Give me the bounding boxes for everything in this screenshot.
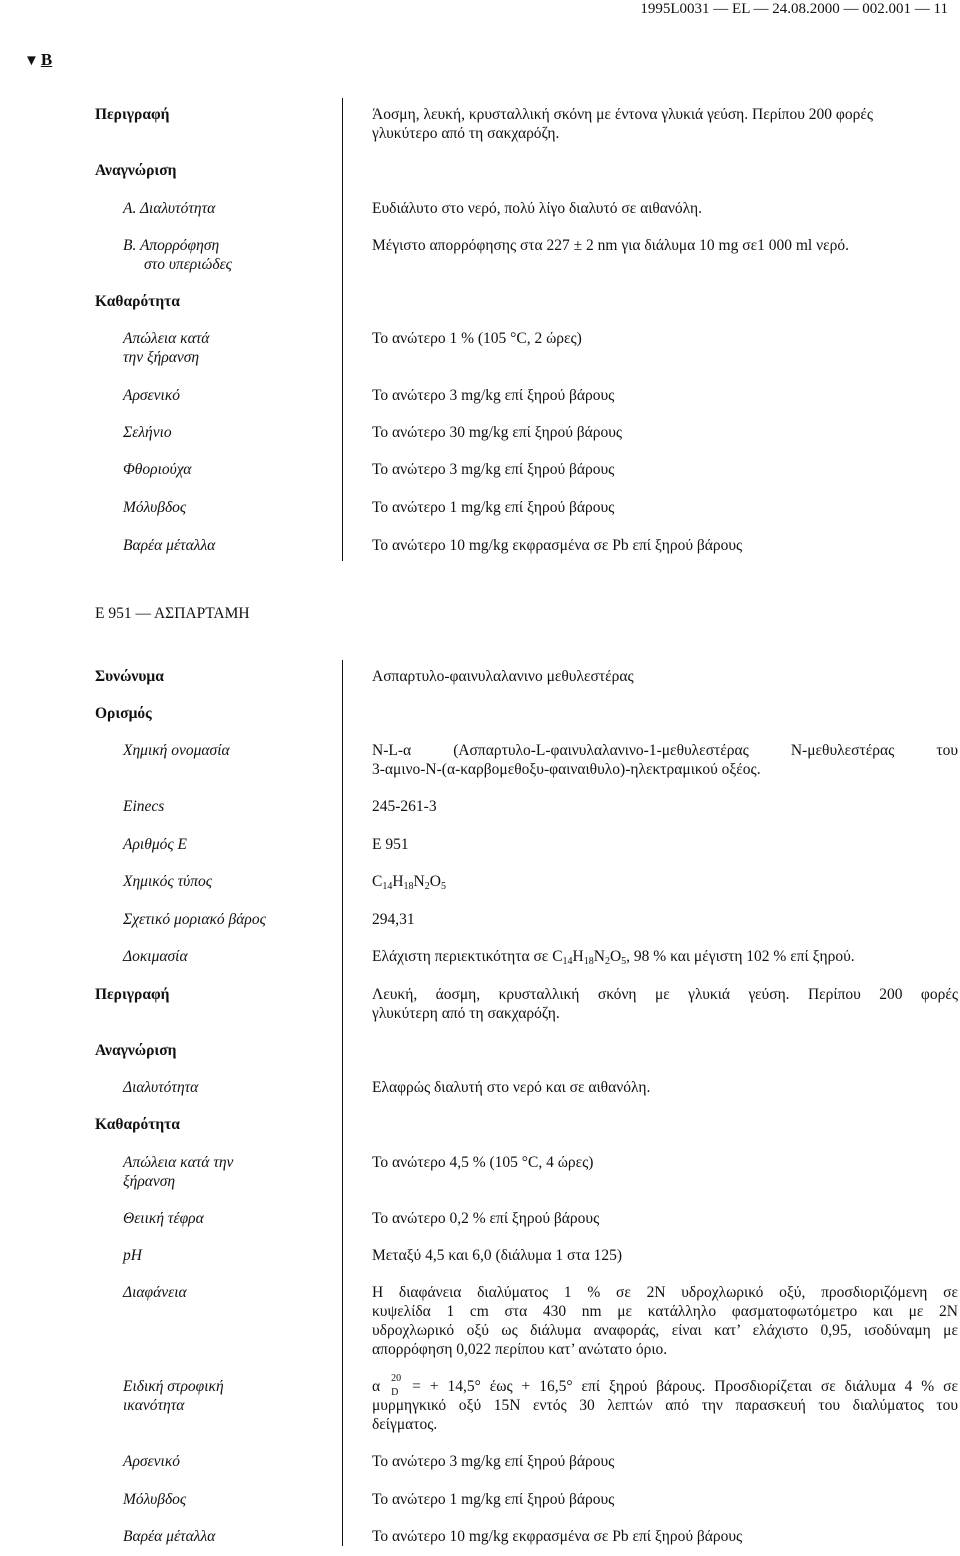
row-value-line2: γλυκύτερη από τη σακχαρόζη. <box>372 1005 560 1022</box>
row-value: Ε 951 <box>372 836 409 853</box>
row-value: Ελάχιστη περιεκτικότητα σε $C_{14}H_{18}N_2O_5$, 98 % και μέγιστη 102 % επί ξηρού. <box>372 948 855 967</box>
row-label: Χημικός τύπος <box>123 873 213 890</box>
row-label: Σχετικό μοριακό βάρος <box>123 911 266 928</box>
row-label-line2: στο υπεριώδες <box>144 256 232 273</box>
row-value: Το ανώτερο 1 mg/kg επί ξηρού βάρους <box>372 1491 615 1508</box>
row-value: Το ανώτερο 10 mg/kg εκφρασμένα σε Pb επί ξηρού βάρους <box>372 537 743 554</box>
additive-title: Ε 951 — ΑΣΠΑΡΤΑΜΗ <box>95 605 250 622</box>
row-label-line2: ικανότητα <box>123 1397 185 1414</box>
row-value: α 20 D = + 14,5° έως + 16,5° επί ξηρού βάρους. Προσδιορίζεται σε διάλυμα 4 % σε <box>372 1373 959 1398</box>
row-label: Αναγνώριση <box>95 162 177 179</box>
row-value-line3: δείγματος. <box>372 1416 438 1433</box>
row-label: Αναγνώριση <box>95 1042 177 1059</box>
row-label: Βαρέα μέταλλα <box>123 537 216 554</box>
row-value: Ευδιάλυτο στο νερό, πολύ λίγο διαλυτό σε αιθανόλη. <box>372 200 703 217</box>
alpha-symbol: α <box>372 1378 381 1395</box>
row-value: Το ανώτερο 4,5 % (105 °C, 4 ώρες) <box>372 1154 594 1171</box>
row-value: Το ανώτερο 3 mg/kg επί ξηρού βάρους <box>372 1453 615 1470</box>
row-label: Απώλεια κατά <box>123 330 210 347</box>
row-value-line4: απορρόφηση 0,022 περίπου κατ’ ανώτατο όριο. <box>372 1341 668 1358</box>
row-value: Το ανώτερο 30 mg/kg επί ξηρού βάρους <box>372 424 623 441</box>
row-value: Το ανώτερο 1 % (105 °C, 2 ώρες) <box>372 330 582 347</box>
row-label: Σελήνιο <box>123 424 172 441</box>
row-label: pH <box>123 1247 142 1264</box>
row-value: 245-261-3 <box>372 798 437 815</box>
row-label: Αριθμός Ε <box>123 836 187 853</box>
row-value: Η διαφάνεια διαλύματος 1 % σε 2N υδροχλωρικό οξύ, προσδιοριζόμενη σε <box>372 1284 958 1301</box>
row-label: Καθαρότητα <box>95 293 180 310</box>
marker-letter: B <box>40 50 53 69</box>
row-label: Α. Διαλυτότητα <box>123 200 216 217</box>
row-label: Β. Απορρόφηση <box>123 237 220 254</box>
row-label: Αρσενικό <box>123 1453 181 1470</box>
row-value: N-L-α (Ασπαρτυλο-L-φαινυλαλανινο-1-μεθυλεστέρας N-μεθυλεστέρας του <box>372 742 958 759</box>
row-value: Το ανώτερο 1 mg/kg επί ξηρού βάρους <box>372 499 615 516</box>
row-label: Αρσενικό <box>123 387 181 404</box>
document-reference-header: 1995L0031 — EL — 24.08.2000 — 002.001 — 11 <box>640 1 948 17</box>
amendment-marker <box>24 50 52 71</box>
row-value-line2: κυψελίδα 1 cm στα 430 nm με κατάλληλο φασματοφωτόμετρο και με 2N <box>372 1303 958 1320</box>
row-label: Ορισμός <box>95 705 152 722</box>
row-label: Δοκιμασία <box>123 948 188 965</box>
row-value: 294,31 <box>372 911 415 928</box>
row-value: Το ανώτερο 0,2 % επί ξηρού βάρους <box>372 1210 600 1227</box>
row-value-line2: 3-αμινο-N-(α-καρβομεθοξυ-φαιναιθυλο)-ηλεκτραμικού οξέος. <box>372 761 761 778</box>
row-label: Συνώνυμα <box>95 668 164 685</box>
row-value: Άοσμη, λευκή, κρυσταλλική σκόνη με έντονα γλυκιά γεύση. Περίπου 200 φορές <box>372 106 873 123</box>
row-value-line2: μυρμηγκικό οξύ 15N εντός 30 λεπτών από την παρασκευή του διαλύματος του <box>372 1397 958 1414</box>
row-label: Χημική ονομασία <box>123 742 230 759</box>
row-value: Ασπαρτυλο-φαινυλαλανινο μεθυλεστέρας <box>372 668 634 685</box>
row-label: Απώλεια κατά την <box>123 1154 234 1171</box>
row-label: Βαρέα μέταλλα <box>123 1528 216 1545</box>
row-value: Λευκή, άοσμη, κρυσταλλική σκόνη με γλυκιά γεύση. Περίπου 200 φορές <box>372 986 958 1003</box>
row-value: Το ανώτερο 3 mg/kg επί ξηρού βάρους <box>372 387 615 404</box>
column-divider-line <box>342 98 343 561</box>
row-label: Einecs <box>123 798 165 815</box>
row-label: Μόλυβδος <box>123 499 187 516</box>
triangle-marker-icon: ▼ <box>24 53 39 69</box>
row-label: Μόλυβδος <box>123 1491 187 1508</box>
row-label: Διαλυτότητα <box>123 1079 199 1096</box>
row-label: Φθοριούχα <box>123 461 192 478</box>
row-value: Ελαφρώς διαλυτή στο νερό και σε αιθανόλη. <box>372 1079 651 1096</box>
row-label: Θειική τέφρα <box>123 1210 204 1227</box>
row-label: Διαφάνεια <box>123 1284 187 1301</box>
row-value: Μέγιστο απορρόφησης στα 227 ± 2 nm για διάλυμα 10 mg σε1 000 ml νερό. <box>372 237 849 254</box>
row-value: Το ανώτερο 3 mg/kg επί ξηρού βάρους <box>372 461 615 478</box>
row-value-line2: γλυκύτερο από τη σακχαρόζη. <box>372 125 560 142</box>
column-divider-line-2 <box>342 660 343 1546</box>
row-label-line2: την ξήρανση <box>123 349 200 366</box>
row-value: Μεταξύ 4,5 και 6,0 (διάλυμα 1 στα 125) <box>372 1247 623 1264</box>
row-label: Καθαρότητα <box>95 1116 180 1133</box>
row-label: Περιγραφή <box>95 106 170 123</box>
row-label: Ειδική στροφική <box>123 1378 224 1395</box>
row-label: Περιγραφή <box>95 986 170 1003</box>
chemical-formula: $C_{14}H_{18}N_2O_5$ <box>372 873 446 892</box>
row-label-line2: ξήρανση <box>123 1173 176 1190</box>
row-value-line3: υδροχλωρικό οξύ ως διάλυμα αναφοράς, είναι κατ’ ελάχιστο 0,95, ισοδύναμη με <box>372 1322 958 1339</box>
row-value: Το ανώτερο 10 mg/kg εκφρασμένα σε Pb επί ξηρού βάρους <box>372 1528 743 1545</box>
